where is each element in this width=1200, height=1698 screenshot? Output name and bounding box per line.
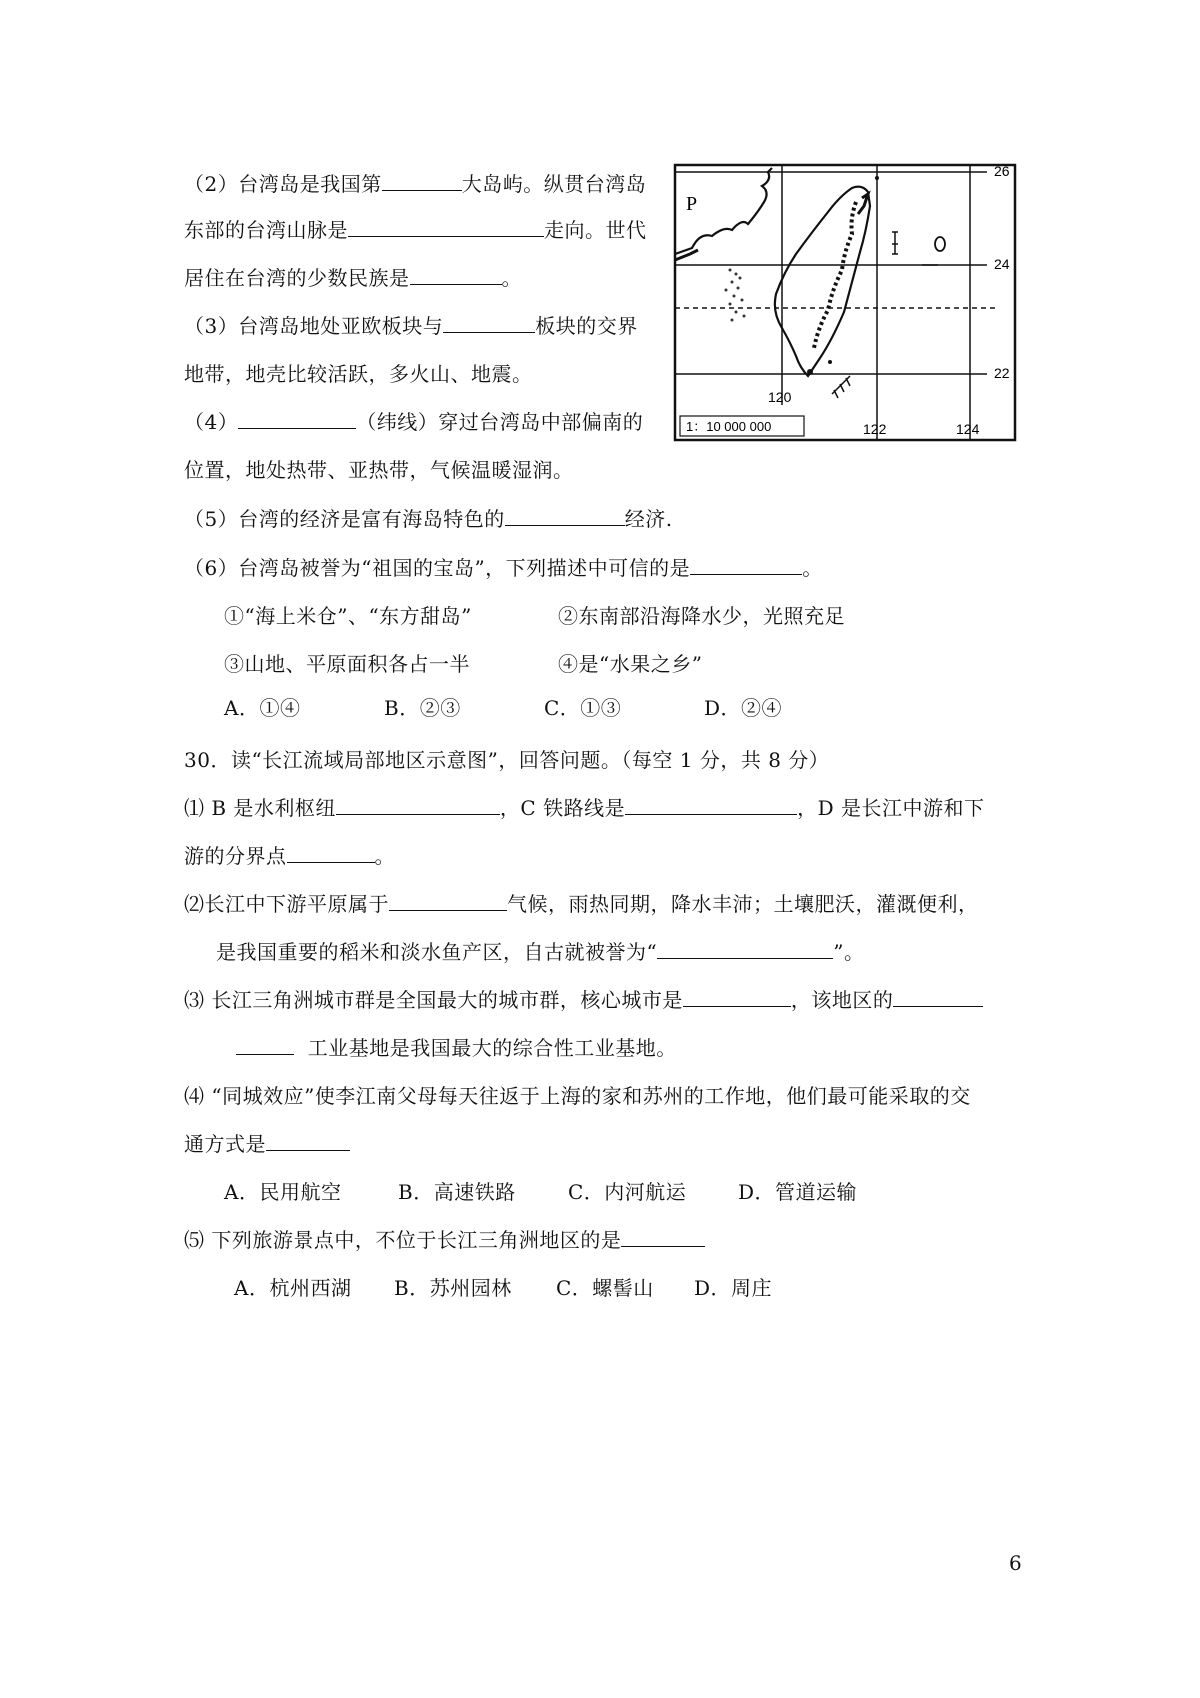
q30-p5-option-b[interactable]: B．苏州园林 (394, 1276, 512, 1300)
q30-p5-option-a[interactable]: A．杭州西湖 (234, 1276, 352, 1300)
q30-p2-line2 (216, 936, 864, 965)
q5-text-a: （5）台湾的经济是富有海岛特色的 (184, 507, 505, 531)
q30-p1-text-d: 游的分界点 (184, 844, 287, 868)
q30-title: 30．读“长江流域局部地区示意图”，回答问题。（每空 1 分，共 8 分） (184, 748, 830, 772)
q5-line (184, 503, 673, 532)
q30-p1-line2 (184, 840, 395, 869)
answer-blank[interactable] (443, 314, 535, 333)
taiwan-map (672, 162, 1024, 444)
lat-label-24: 24 (994, 256, 1010, 272)
q30-p4-option-d[interactable]: D．管道运输 (738, 1180, 858, 1204)
lon-label-122: 122 (863, 421, 887, 437)
answer-blank[interactable] (683, 988, 791, 1007)
q30-p3-line1 (184, 984, 983, 1013)
q3-line2 (184, 358, 533, 387)
answer-blank[interactable] (893, 988, 983, 1007)
answer-blank[interactable] (621, 1228, 705, 1247)
q6-text-end: 。 (802, 556, 823, 580)
q6-stem (184, 552, 823, 581)
q30-p3-text-a: ⑶ 长江三角洲城市群是全国最大的城市群，核心城市是 (184, 988, 683, 1012)
q30-p1-text-a: ⑴ B 是水利枢纽 (184, 796, 336, 820)
q30-p1-text-c: ，D 是长江中游和下 (797, 796, 985, 820)
q30-p4-option-b[interactable]: B．高速铁路 (398, 1180, 516, 1204)
page-number: 6 (1009, 1551, 1022, 1575)
q30-p5-text-a: ⑸ 下列旅游景点中，不位于长江三角洲地区的是 (184, 1228, 622, 1252)
q6-option-b[interactable]: B．②③ (384, 696, 461, 720)
q30-p2-line1 (184, 888, 979, 917)
q4-text-a: （4） (184, 410, 239, 434)
answer-blank[interactable] (336, 796, 500, 815)
lat-label-22: 22 (994, 365, 1010, 381)
lon-label-124: 124 (956, 421, 980, 437)
q3-text-a: （3）台湾岛地处亚欧板块与 (184, 314, 444, 338)
q2-text-e: 居住在台湾的少数民族是 (184, 266, 410, 290)
q2-text-f: 。 (501, 266, 522, 290)
q30-p2-text-b: 气候，雨热同期，降水丰沛；土壤肥沃，灌溉便利， (507, 892, 979, 916)
answer-blank[interactable] (505, 507, 625, 526)
q2-text-c: 东部的台湾山脉是 (184, 218, 348, 242)
penghu-islands (725, 269, 746, 322)
answer-blank[interactable] (238, 410, 356, 429)
q30-p4-option-c[interactable]: C．内河航运 (568, 1180, 687, 1204)
q30-p4-option-a[interactable]: A．民用航空 (224, 1180, 342, 1204)
q30-p3-text-c: 工业基地是我国最大的综合性工业基地。 (307, 1036, 677, 1060)
q6-option-a[interactable]: A．①④ (224, 696, 301, 720)
q30-p3-text-b: ，该地区的 (790, 988, 894, 1012)
q2-line2 (184, 214, 647, 243)
answer-blank[interactable] (389, 892, 507, 911)
q4-text-b: （纬线）穿过台湾岛中部偏南的 (356, 410, 644, 434)
map-label-p: P (686, 193, 698, 215)
q30-p2-text-a: ⑵长江中下游平原属于 (184, 892, 389, 916)
q30-p1-text-e: 。 (374, 844, 395, 868)
q5-text-b: 经济. (624, 507, 673, 531)
q4-line2 (184, 454, 574, 483)
q30-p3-line2 (236, 1032, 677, 1061)
lon-label-120: 120 (768, 389, 792, 405)
q6-statement-4: ④是“水果之乡” (558, 652, 703, 676)
q30-p5-option-d[interactable]: D．周庄 (694, 1276, 773, 1300)
answer-blank[interactable] (625, 796, 797, 815)
q30-p1-line1 (184, 792, 985, 821)
q30-p2-text-d: ”。 (833, 940, 865, 964)
q2-line3 (184, 262, 522, 291)
q30-p1-text-b: ，C 铁路线是 (499, 796, 626, 820)
q4-line1 (184, 406, 643, 435)
q6-statement-1: ①“海上米仓”、“东方甜岛” (224, 604, 472, 628)
q30-p2-text-c: 是我国重要的稻米和淡水鱼产区，自古就被誉为“ (216, 940, 658, 964)
answer-blank[interactable] (410, 266, 502, 285)
lat-label-26: 26 (994, 163, 1010, 179)
q3-text-b: 板块的交界 (535, 314, 638, 338)
q6-option-d[interactable]: D．②④ (704, 696, 783, 720)
q2-text-a: （2）台湾岛是我国第 (184, 172, 382, 196)
q6-statement-2: ②东南部沿海降水少，光照充足 (558, 604, 845, 628)
answer-blank[interactable] (287, 844, 375, 863)
q3-text-c: 地带，地壳比较活跃，多火山、地震。 (184, 362, 533, 386)
q3-line1 (184, 310, 638, 339)
q30-p4-text-a: ⑷ “同城效应”使李江南父母每天往返于上海的家和苏州的工作地，他们最可能采取的交 (184, 1084, 971, 1108)
q6-text-stem: （6）台湾岛被誉为“祖国的宝岛”，下列描述中可信的是 (184, 556, 691, 580)
q30-p5-line (184, 1224, 705, 1253)
q30-p4-line2 (184, 1128, 350, 1157)
q4-text-c: 位置，地处热带、亚热带，气候温暖湿润。 (184, 458, 574, 482)
q2-text-b: 大岛屿。纵贯台湾岛 (461, 172, 647, 196)
q2-text-d: 走向。世代 (544, 218, 647, 242)
answer-blank[interactable] (266, 1132, 350, 1151)
answer-blank[interactable] (348, 218, 544, 237)
q6-option-c[interactable]: C．①③ (544, 696, 622, 720)
q2-line1 (184, 168, 646, 197)
q30-p5-option-c[interactable]: C．螺髻山 (556, 1276, 654, 1300)
answer-blank[interactable] (382, 172, 462, 191)
q6-statement-3: ③山地、平原面积各占一半 (224, 652, 470, 676)
q30-p4-text-b: 通方式是 (184, 1132, 266, 1156)
answer-blank[interactable] (690, 556, 802, 575)
answer-blank[interactable] (236, 1036, 294, 1055)
map-scale: 1：10 000 000 (686, 419, 772, 434)
answer-blank[interactable] (657, 940, 833, 959)
